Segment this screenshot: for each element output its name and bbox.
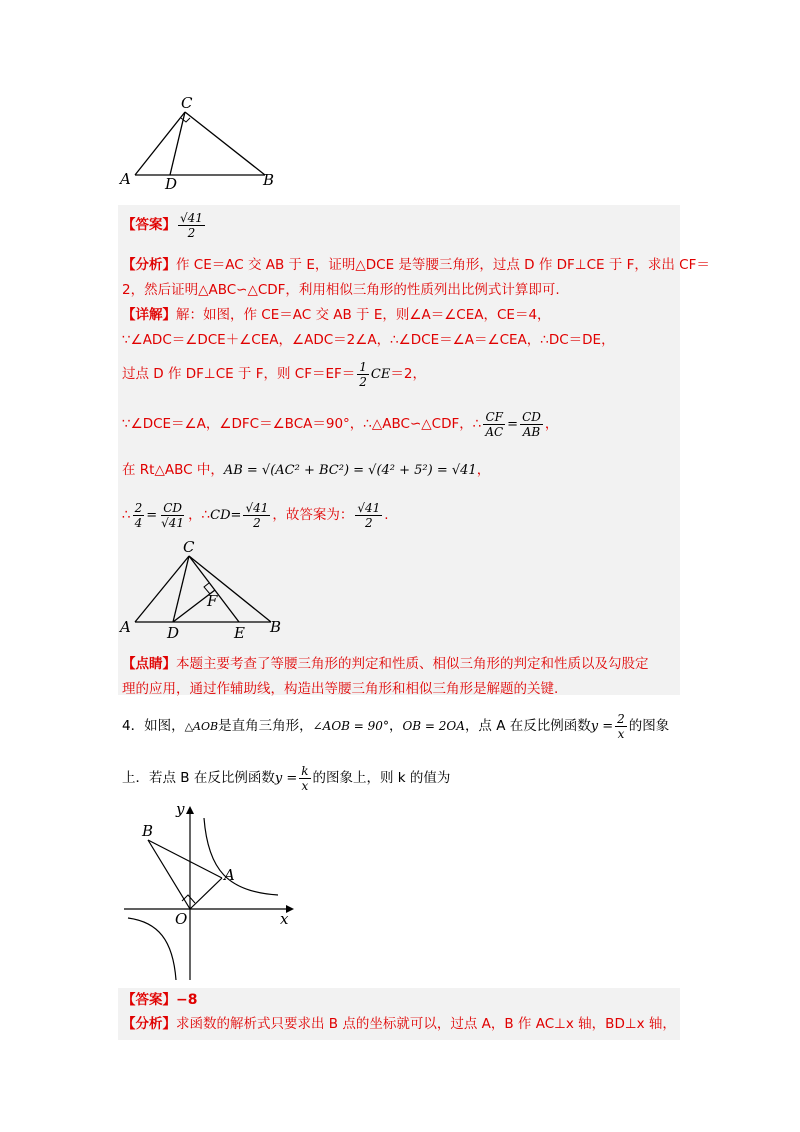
question-4-line-2: 上．若点 B 在反比例函数y = $\frac{k}{x}$ 的图象上，则 k 的值为	[122, 763, 451, 793]
answer-value: −8	[176, 992, 198, 1008]
label-A: A	[120, 170, 131, 188]
label-F: F	[207, 592, 218, 610]
label-O: O	[175, 910, 188, 928]
label-B-3: B	[142, 822, 154, 840]
analysis-tag-2: 【分析】	[122, 1016, 176, 1032]
analysis-line-1: 【分析】作 CE＝AC 交 AB 于 E，证明△DCE 是等腰三角形，过点 D 作 DF⊥CE 于 F，求出 CF＝	[122, 257, 710, 273]
pythagoras-formula: AB = √(AC² + BC²) = √(4² + 5²) = √41	[223, 463, 477, 478]
label-C-2: C	[183, 538, 195, 556]
label-x: x	[280, 910, 289, 928]
comment-line-1: 【点睛】本题主要考查了等腰三角形的判定和性质、相似三角形的判定和性质以及勾股定	[122, 656, 649, 672]
analysis-line-q4: 【分析】求函数的解析式只要求出 B 点的坐标就可以，过点 A，B 作 AC⊥x 轴，BD⊥x 轴，	[122, 1016, 676, 1032]
label-B: B	[263, 171, 275, 189]
label-E: E	[234, 624, 245, 642]
detail-line-4: ∵∠DCE＝∠A，∠DFC＝∠BCA＝90°，∴△ABC∽△CDF，∴ $\frac{CF}{AC}$ = $\frac{CD}{AB}$ ，	[122, 409, 559, 439]
triangle-figure-1	[115, 92, 285, 192]
detail-line-5: 在 Rt△ABC 中，AB = √(AC² + BC²) = √(4² + 5²) = √41，	[122, 462, 491, 478]
answer-line	[122, 210, 207, 240]
detail-line-6: ∴ $\frac{2}{4}$ = $\frac{CD}{√41}$ ，∴CD= $\frac{√41}{2}$ ，故答案为： $\frac{√41}{2}$ .	[122, 500, 389, 530]
answer-fraction: $\frac{√41}{2}$	[180, 210, 203, 240]
answer-tag-2: 【答案】	[122, 992, 176, 1008]
label-A-3: A	[224, 866, 235, 884]
analysis-line-2: 2，然后证明△ABC∽△CDF，利用相似三角形的性质列出比例式计算即可.	[122, 282, 560, 298]
label-D-2: D	[167, 624, 180, 642]
detail-line-2: ∵∠ADC＝∠DCE＋∠CEA，∠ADC＝2∠A，∴∠DCE＝∠A＝∠CEA，∴DC＝DE，	[122, 332, 615, 348]
label-A-2: A	[120, 618, 131, 636]
comment-tag: 【点睛】	[122, 656, 176, 672]
comment-line-2: 理的应用，通过作辅助线，构造出等腰三角形和相似三角形是解题的关键.	[122, 681, 559, 697]
coordinate-figure	[118, 800, 298, 985]
analysis-tag: 【分析】	[122, 257, 176, 273]
detail-tag: 【详解】	[122, 307, 176, 323]
detail-line-3: 过点 D 作 DF⊥CE 于 F，则 CF＝EF＝ $\frac{1}{2}$ CE＝2，	[122, 359, 426, 389]
question-4-line-1: 4．如图，△AOB是直角三角形，∠AOB = 90°，OB = 2OA，点 A 在反比例函数y = $\frac{2}{x}$ 的图象	[122, 711, 670, 741]
detail-line-1: 【详解】解：如图，作 CE＝AC 交 AB 于 E，则∠A＝∠CEA，CE＝4，	[122, 307, 551, 323]
triangle-figure-2	[115, 538, 295, 644]
answer-line-2	[122, 990, 197, 1010]
answer-tag: 【答案】	[122, 217, 176, 233]
label-C: C	[181, 94, 193, 112]
label-y: y	[176, 800, 185, 818]
label-B-2: B	[270, 618, 282, 636]
label-D: D	[165, 175, 178, 192]
